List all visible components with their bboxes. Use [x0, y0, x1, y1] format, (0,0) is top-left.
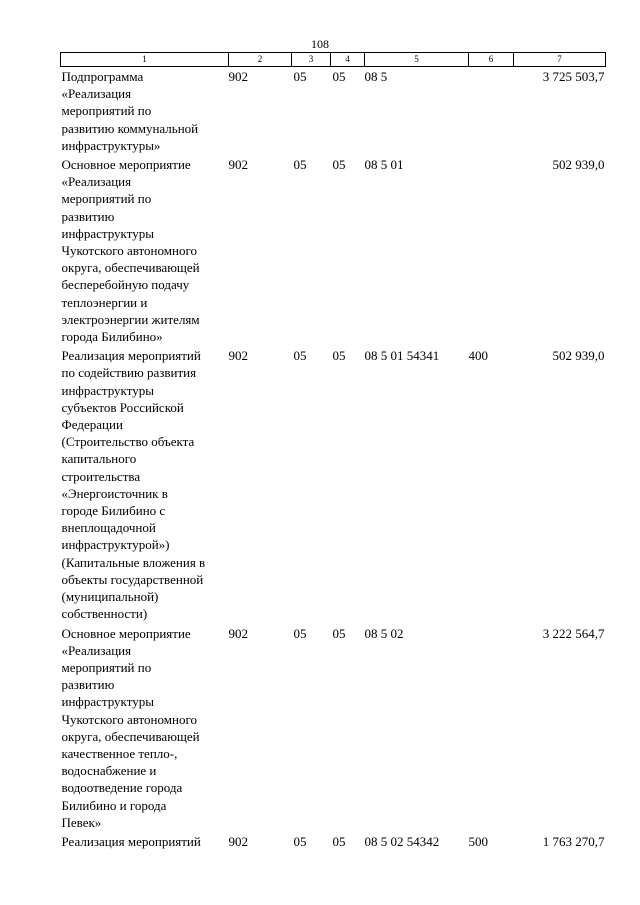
row-amount: 1 763 270,7 — [542, 833, 605, 849]
row-expense-type — [469, 67, 514, 156]
page-number: 108 — [311, 37, 329, 51]
row-name-line: (Капитальные вложения в — [61, 554, 206, 570]
table-row — [61, 624, 606, 832]
table-row — [61, 346, 606, 623]
row-name-line: «Реализация — [61, 642, 132, 658]
row-section: 05 — [293, 348, 307, 364]
row-name-line: Реализация мероприятий — [61, 348, 201, 364]
row-name-line: по содействию развития — [61, 365, 197, 381]
row-name-line: города Билибино» — [61, 329, 163, 345]
row-name-line: «Реализация — [61, 86, 132, 102]
row-admin-code: 902 — [228, 348, 248, 364]
row-admin-code: 902 — [228, 625, 248, 641]
table-row — [61, 67, 606, 156]
row-name-line: мероприятий по — [61, 191, 152, 207]
row-name-line: развитию коммунальной — [61, 120, 199, 136]
row-name-line: Чукотского автономного — [61, 243, 197, 259]
row-target-article: 08 5 02 54342 — [364, 833, 440, 849]
row-name-line: Основное мероприятие — [61, 157, 191, 173]
table-row — [61, 832, 606, 851]
row-expense-type — [469, 624, 514, 832]
row-name-line: внеплощадочной — [61, 520, 156, 536]
row-section: 05 — [293, 157, 307, 173]
row-name — [61, 155, 229, 346]
row-name-line: инфраструктуры — [61, 382, 154, 398]
row-name-line: округа, обеспечивающей — [61, 728, 200, 744]
row-name-line: округа, обеспечивающей — [61, 260, 200, 276]
header-col-2: 2 — [229, 53, 292, 67]
header-col-3: 3 — [292, 53, 331, 67]
row-subsection: 05 — [332, 833, 346, 849]
row-name-line: развитию — [61, 677, 115, 693]
row-subsection: 05 — [332, 625, 346, 641]
row-name-line: субъектов Российской — [61, 399, 184, 415]
row-name-line: (Строительство объекта — [61, 434, 195, 450]
row-name-line: Чукотского автономного — [61, 711, 197, 727]
row-amount: 3 725 503,7 — [542, 69, 605, 84]
budget-table — [60, 52, 606, 851]
row-name-line: мероприятий по — [61, 103, 152, 119]
row-name-line: (муниципальной) — [61, 589, 159, 605]
row-subsection: 05 — [332, 69, 346, 84]
row-name-line: инфраструктуры — [61, 225, 154, 241]
row-section: 05 — [293, 833, 307, 849]
row-name-line: капитального — [61, 451, 137, 467]
table-body — [61, 67, 606, 852]
row-name-line: инфраструктуры — [61, 694, 154, 710]
row-name-line: качественное тепло-, — [61, 745, 178, 761]
table-header — [61, 53, 606, 67]
row-name-line: инфраструктурой») — [61, 537, 170, 553]
row-name-line: мероприятий по — [61, 659, 152, 675]
header-col-5: 5 — [365, 53, 469, 67]
row-name-line: Подпрограмма — [61, 69, 144, 84]
row-name-line: «Энергоисточник в — [61, 485, 168, 501]
row-amount: 502 939,0 — [552, 157, 605, 173]
row-name — [61, 832, 229, 851]
row-amount: 502 939,0 — [552, 348, 605, 364]
header-row — [61, 53, 606, 67]
row-name-line: Основное мероприятие — [61, 625, 191, 641]
row-target-article: 08 5 01 — [364, 157, 404, 173]
row-target-article: 08 5 01 54341 — [364, 348, 440, 364]
row-amount: 3 222 564,7 — [542, 625, 605, 641]
row-name-line: Певек» — [61, 814, 102, 830]
row-name-line: строительства — [61, 468, 141, 484]
row-section: 05 — [293, 625, 307, 641]
row-name-line: водоснабжение и — [61, 763, 157, 779]
row-name — [61, 346, 229, 623]
header-col-1: 1 — [61, 53, 229, 67]
row-name-line: бесперебойную подачу — [61, 277, 190, 293]
row-name-line: собственности) — [61, 606, 148, 622]
table-row — [61, 155, 606, 346]
header-col-4: 4 — [331, 53, 365, 67]
row-subsection: 05 — [332, 157, 346, 173]
row-section: 05 — [293, 69, 307, 84]
row-target-article: 08 5 02 — [364, 625, 404, 641]
row-name-line: водоотведение города — [61, 780, 183, 796]
header-col-7: 7 — [514, 53, 606, 67]
row-expense-type: 400 — [468, 348, 488, 364]
row-admin-code: 902 — [228, 833, 248, 849]
row-expense-type — [469, 155, 514, 346]
row-admin-code: 902 — [228, 69, 248, 84]
row-subsection: 05 — [332, 348, 346, 364]
row-name-line: Билибино и города — [61, 797, 167, 813]
row-name-line: электроэнергии жителям — [61, 311, 200, 327]
row-name-line: городе Билибино с — [61, 503, 166, 519]
row-name-line: развитию — [61, 208, 115, 224]
row-name-line: «Реализация — [61, 174, 132, 190]
row-target-article: 08 5 — [364, 69, 388, 84]
row-admin-code: 902 — [228, 157, 248, 173]
row-name-line: Федерации — [61, 417, 123, 433]
row-expense-type: 500 — [468, 833, 488, 849]
row-name-line: теплоэнергии и — [61, 294, 148, 310]
row-name-line: Реализация мероприятий — [61, 833, 201, 849]
row-name — [61, 67, 229, 156]
header-col-6: 6 — [469, 53, 514, 67]
row-name — [61, 624, 229, 832]
row-name-line: объекты государственной — [61, 571, 204, 587]
row-name-line: инфраструктуры» — [61, 137, 161, 153]
